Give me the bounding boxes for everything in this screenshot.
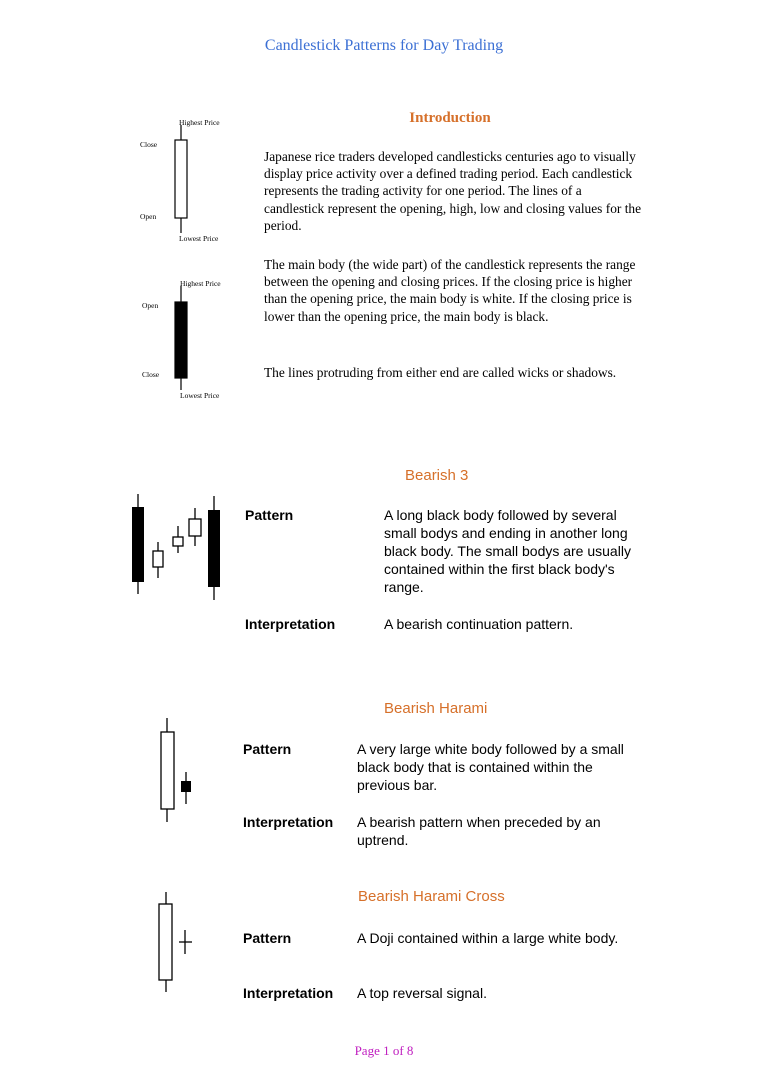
bearish-3-pattern-text: A long black body followed by several small bodys and ending in another long black body. The small bodys are usually contained within the first black body's range. xyxy=(384,507,631,595)
intro-paragraph-1: Japanese rice traders developed candlesticks centuries ago to visually display price activity over a defined trading period. Each candlestick represents the trading activity for one period. The lines of a candlestick represent the opening, high, low and closing values for the period. xyxy=(264,149,642,233)
black-close-label: Close xyxy=(142,370,160,379)
bearish-3-interpretation-label: Interpretation xyxy=(245,616,336,632)
black-high-label: Highest Price xyxy=(180,279,221,288)
bearish-harami-cross-interpretation-text: A top reversal signal. xyxy=(357,985,487,1001)
bearish-harami-interpretation-label: Interpretation xyxy=(243,814,334,830)
bearish-harami-interpretation-text: A bearish pattern when preceded by an uptrend. xyxy=(357,814,601,848)
black-low-label: Lowest Price xyxy=(180,391,220,400)
white-open-label: Open xyxy=(140,212,157,221)
bearish-3-heading: Bearish 3 xyxy=(405,467,469,484)
bearish-harami-heading: Bearish Harami xyxy=(384,700,488,717)
bearish-3-interpretation-text: A bearish continuation pattern. xyxy=(384,616,574,632)
black-open-label: Open xyxy=(142,301,159,310)
bearish-harami-chart xyxy=(150,712,200,827)
page-title: Candlestick Patterns for Day Trading xyxy=(264,37,504,54)
bearish-3-pattern-label: Pattern xyxy=(245,507,294,523)
bearish-3-chart xyxy=(125,490,225,602)
bearish-harami-pattern-label: Pattern xyxy=(243,741,292,757)
black-candle-diagram xyxy=(135,280,235,400)
bearish-harami-pattern-text: A very large white body followed by a small black body that is contained within the previous bar. xyxy=(357,741,624,793)
bearish-harami-cross-chart xyxy=(150,888,200,996)
white-candle-diagram xyxy=(135,115,235,250)
intro-paragraph-2: The main body (the wide part) of the candlestick represents the range between the opening and closing prices. If the closing price is higher than the opening price, the main body is white. If the closing price is lower than the opening price, the main body is black. xyxy=(264,257,636,324)
intro-heading: Introduction xyxy=(409,110,491,126)
bearish-harami-cross-pattern-label: Pattern xyxy=(243,930,292,946)
bearish-harami-cross-interpretation-label: Interpretation xyxy=(243,985,334,1001)
bearish-harami-cross-pattern-text: A Doji contained within a large white body. xyxy=(357,930,619,946)
white-high-label: Highest Price xyxy=(179,118,220,127)
intro-paragraph-3: The lines protruding from either end are called wicks or shadows. xyxy=(264,365,617,380)
page-number: Page 1 of 8 xyxy=(354,1043,414,1058)
white-low-label: Lowest Price xyxy=(179,234,219,243)
bearish-harami-cross-heading: Bearish Harami Cross xyxy=(358,888,505,905)
white-close-label: Close xyxy=(140,140,158,149)
